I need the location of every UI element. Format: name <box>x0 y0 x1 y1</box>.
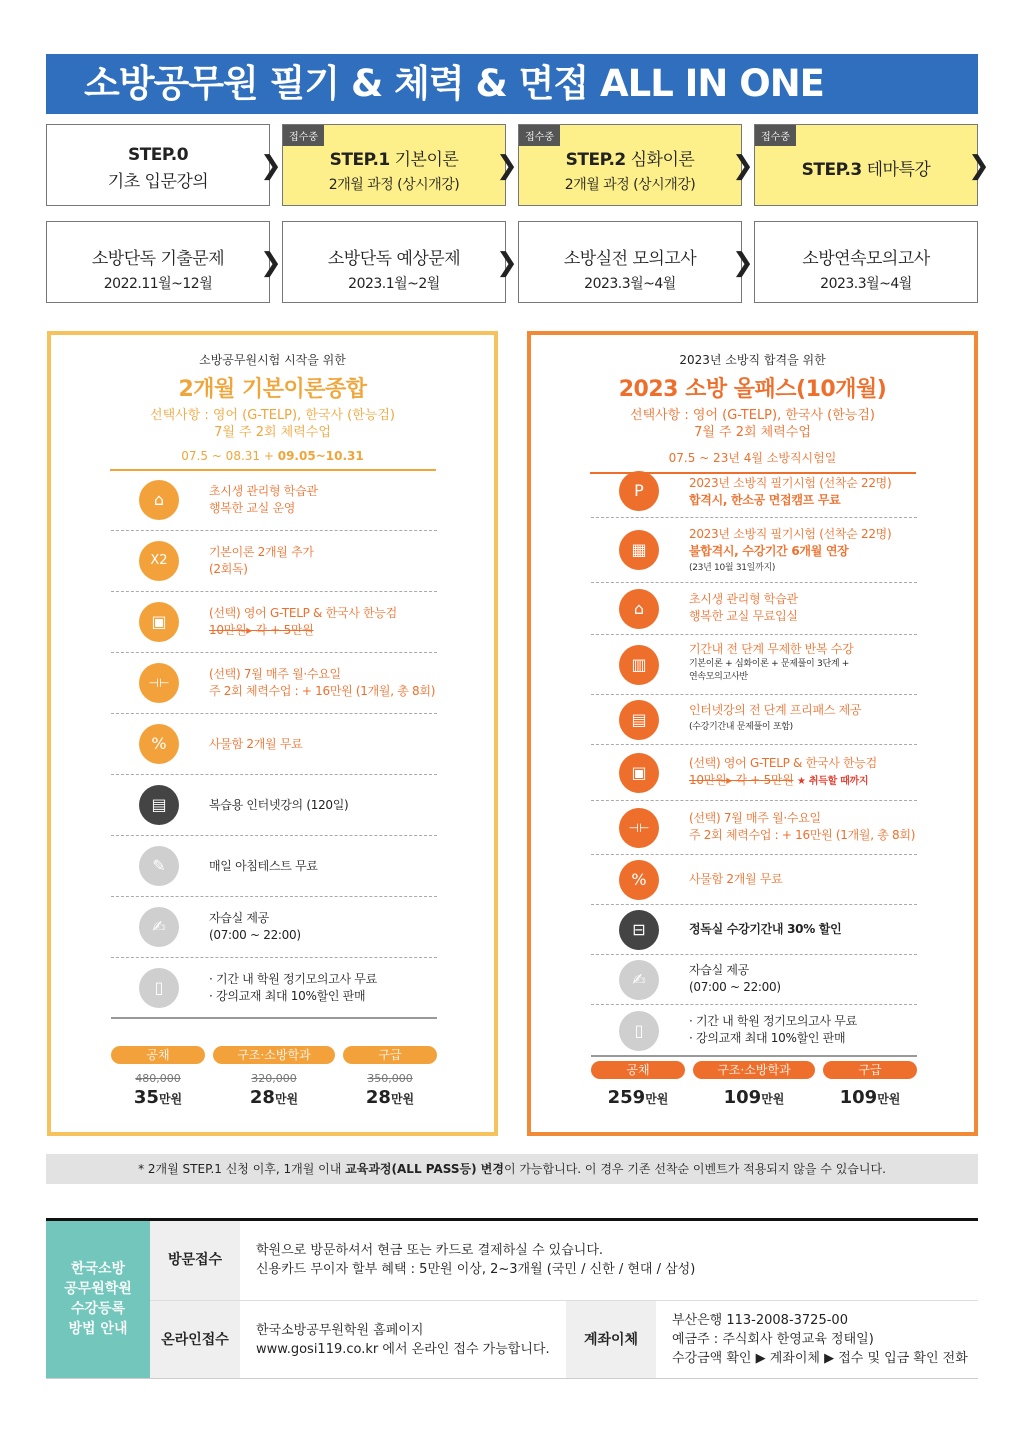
registration-info <box>46 1218 978 1379</box>
step-2-box[interactable] <box>518 124 742 206</box>
benefit-item: ▤ 복습용 인터넷강의 (120일) <box>111 775 437 836</box>
benefit-item: ▯ · 기간 내 학원 정기모의고사 무료 · 강의교재 최대 10%할인 판매 <box>591 1005 917 1057</box>
chevron-right-icon: ❯ <box>732 151 754 181</box>
bank-label: 계좌이체 <box>566 1301 656 1379</box>
study-room-icon: ✍ <box>139 907 179 947</box>
chevron-right-icon: ❯ <box>260 248 282 278</box>
new-price: 109만원 <box>723 1087 785 1108</box>
panel-kicker: 2023년 소방직 합격을 위한 <box>679 353 826 367</box>
panel-title: 2023 소방 올패스(10개월) <box>618 377 887 402</box>
step-1-title: STEP.1 <box>329 150 390 170</box>
step-3-box[interactable] <box>754 124 978 206</box>
panel-date: 07.5 ~ 08.31 + 09.05~10.31 <box>110 449 436 471</box>
basic-course-panel <box>47 331 498 1136</box>
study-room-icon: ✍ <box>619 960 659 1000</box>
course-2-sub: 2023.1월~2월 <box>348 276 440 292</box>
benefit-item: ⌂ 초시생 관리형 학습관 행복한 교실 운영 <box>111 470 437 531</box>
chevron-right-icon: ❯ <box>496 248 518 278</box>
benefit-item: ▣ (선택) 영어 G-TELP & 한국사 한능검 10만원▸ 각 + 5만원 <box>111 592 437 653</box>
step-0-sub: 기초 입문강의 <box>107 172 209 192</box>
course-3-title: 소방실전 모의고사 <box>563 249 697 269</box>
benefit-item: ⊣⊢ (선택) 7월 매주 월·수요일 주 2회 체력수업 : + 16만원 (1개월, 총 8회) <box>111 653 437 714</box>
step-1-sub: 2개월 과정 (상시개강) <box>328 177 460 193</box>
benefit-item: X2 기본이론 2개월 추가 (2회독) <box>111 531 437 592</box>
benefit-item: ✍ 자습실 제공 (07:00 ~ 22:00) <box>111 897 437 958</box>
new-price: 35만원 <box>133 1087 183 1108</box>
step-1-title-rest: 기본이론 <box>389 150 459 170</box>
bank-info: 부산은행 113-2008-3725-00 예금주 : 주식회사 한영교육 정태일) 수강금액 확인 ▶ 계좌이체 ▶ 접수 및 입금 확인 전화 <box>672 1313 968 1366</box>
coupon-icon: % <box>619 860 659 900</box>
panel-title: 2개월 기본이론종합 <box>178 377 367 402</box>
course-1-sub: 2022.11월~12월 <box>103 276 213 292</box>
step-0-title: STEP.0 <box>127 145 189 165</box>
panel-kicker: 소방공무원시험 시작을 위한 <box>199 353 346 367</box>
price-tag-rescue: 구조·소방학과 <box>693 1061 815 1079</box>
online-info: 한국소방공무원학원 홈페이지 www.gosi119.co.kr 에서 온라인 접수 가능합니다. <box>256 1323 550 1357</box>
panel-fitness-line: 7월 주 2회 체력수업 <box>214 425 331 440</box>
coupon-icon: % <box>139 724 179 764</box>
old-price: 480,000 <box>135 1072 181 1085</box>
step-2-sub: 2개월 과정 (상시개강) <box>564 177 696 193</box>
new-price: 28만원 <box>249 1087 299 1108</box>
step-2-title: STEP.2 <box>565 150 626 170</box>
x2-icon: X2 <box>139 541 179 581</box>
book-open-icon: ▥ <box>619 645 659 685</box>
price-tag-rescue: 구조·소방학과 <box>213 1046 335 1064</box>
online-label: 온라인접수 <box>150 1301 240 1379</box>
price-tag-general: 공채 <box>591 1061 685 1079</box>
benefit-item: ✍ 자습실 제공 (07:00 ~ 22:00) <box>591 955 917 1005</box>
school-icon: ⌂ <box>139 480 179 520</box>
certificate-icon: ▣ <box>139 602 179 642</box>
course-2-title: 소방단독 예상문제 <box>327 249 461 269</box>
step-2-title-rest: 심화이론 <box>625 150 695 170</box>
benefit-item: % 사물함 2개월 무료 <box>591 855 917 905</box>
panel-option-line: 선택사항 : 영어 (G-TELP), 한국사 (한능검) <box>630 408 875 423</box>
benefit-item: ✎ 매일 아침테스트 무료 <box>111 836 437 897</box>
desk-icon: ⊟ <box>619 910 659 950</box>
chevron-right-icon: ❯ <box>732 248 754 278</box>
step-3-badge: 접수중 <box>755 125 796 146</box>
course-4-title: 소방연속모의고사 <box>802 249 930 269</box>
step-3-title: STEP.3 <box>801 160 862 180</box>
book-icon: ▯ <box>139 968 179 1008</box>
website-link[interactable]: www.gosi119.co.kr 에서 온라인 접수 가능합니다. <box>256 1342 550 1357</box>
course-3-sub: 2023.3월~4월 <box>584 276 676 292</box>
allpass-panel <box>527 331 978 1136</box>
benefit-item: ⊟ 정독실 수강기간내 30% 할인 <box>591 905 917 955</box>
step-3-title-rest: 테마특강 <box>861 160 931 180</box>
page-title: 소방공무원 필기 & 체력 & 면접 ALL IN ONE <box>46 54 978 114</box>
price-tag-ems: 구급 <box>823 1061 917 1079</box>
course-4-sub: 2023.3월~4월 <box>820 276 912 292</box>
course-change-notice: * 2개월 STEP.1 신청 이후, 1개월 이내 교육과정(ALL PASS등) 변경이 가능합니다. 이 경우 기존 선착순 이벤트가 적용되지 않을 수 있습니다. <box>46 1154 978 1184</box>
benefit-item: ⊣⊢ (선택) 7월 매주 월·수요일 주 2회 체력수업 : + 16만원 (1개월, 총 8회) <box>591 801 917 855</box>
pencil-icon: ✎ <box>139 846 179 886</box>
chevron-right-icon: ❯ <box>260 151 282 181</box>
benefit-item: ▯ · 기간 내 학원 정기모의고사 무료 · 강의교재 최대 10%할인 판매 <box>111 958 437 1019</box>
new-price: 259만원 <box>607 1087 669 1108</box>
panel-option-line: 선택사항 : 영어 (G-TELP), 한국사 (한능검) <box>150 408 395 423</box>
benefit-item: ▤ 인터넷강의 전 단계 프리패스 제공 (수강기간내 문제풀이 포함) <box>591 695 917 745</box>
benefit-item: % 사물함 2개월 무료 <box>111 714 437 775</box>
dumbbell-icon: ⊣⊢ <box>139 663 179 703</box>
new-price: 28만원 <box>365 1087 415 1108</box>
new-price: 109만원 <box>839 1087 901 1108</box>
benefit-item: ⌂ 초시생 관리형 학습관 행복한 교실 무료입실 <box>591 583 917 635</box>
old-price: 350,000 <box>367 1072 413 1085</box>
course-box-2[interactable] <box>282 221 506 303</box>
panel-date: 07.5 ~ 23년 4월 소방직시험일 <box>590 449 916 474</box>
book-icon: ▯ <box>619 1011 659 1051</box>
school-icon: ⌂ <box>619 589 659 629</box>
step-2-badge: 접수중 <box>519 125 560 146</box>
step-1-box[interactable] <box>282 124 506 206</box>
course-box-1[interactable] <box>46 221 270 303</box>
certificate-icon: ▣ <box>619 753 659 793</box>
visit-label: 방문접수 <box>150 1221 240 1300</box>
price-tag-general: 공채 <box>111 1046 205 1064</box>
course-box-3[interactable] <box>518 221 742 303</box>
old-price: 320,000 <box>251 1072 297 1085</box>
visit-info: 학원으로 방문하셔서 현금 또는 카드로 결제하실 수 있습니다. 신용카드 무이자 할부 혜택 : 5만원 이상, 2~3개월 (국민 / 신한 / 현대 / 삼성) <box>256 1243 696 1277</box>
course-1-title: 소방단독 기출문제 <box>91 249 225 269</box>
chevron-right-icon: ❯ <box>496 151 518 181</box>
dumbbell-icon: ⊣⊢ <box>619 808 659 848</box>
benefit-item: P 2023년 소방직 필기시험 (선착순 22명) 합격시, 한소공 면접캠프 무료 <box>591 463 917 518</box>
film-icon: ▤ <box>139 785 179 825</box>
price-tag-ems: 구급 <box>343 1046 437 1064</box>
step-0-box[interactable] <box>46 124 270 206</box>
benefit-item: ▣ (선택) 영어 G-TELP & 한국사 한능검 10만원▸ 각 + 5만원 ★ 취득할 때까지 <box>591 745 917 801</box>
registration-heading: 한국소방 공무원학원 수강등록 방법 안내 <box>46 1221 150 1379</box>
benefit-item: ▦ 2023년 소방직 필기시험 (선착순 22명) 불합격시, 수강기간 6개월 연장 (23년 10월 31일까지) <box>591 518 917 583</box>
panel-fitness-line: 7월 주 2회 체력수업 <box>694 425 811 440</box>
film-icon: ▤ <box>619 700 659 740</box>
chevron-right-icon: ❯ <box>968 151 990 181</box>
benefit-item: ▥ 기간내 전 단계 무제한 반복 수강 기본이론 + 심화이론 + 문제풀이 3단계 + 연속모의고사반 <box>591 635 917 695</box>
pass-icon: P <box>619 471 659 511</box>
calendar-icon: ▦ <box>619 530 659 570</box>
course-box-4[interactable] <box>754 221 978 303</box>
step-1-badge: 접수중 <box>283 125 324 146</box>
